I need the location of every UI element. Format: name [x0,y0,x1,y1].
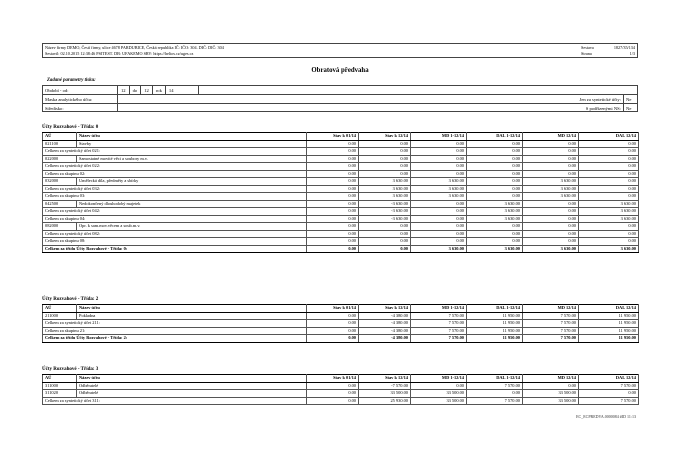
amount-cell: 0.00 [359,230,411,238]
account-name: Pokladna [77,312,307,320]
column-header: DAL 12/14 [579,133,639,141]
amount-cell: 0.00 [307,155,359,163]
amount-cell: 3 630.00 [579,215,639,223]
subtotal-row [43,208,639,216]
amount-cell: 33 500.00 [523,397,579,405]
subtotal-label: Celkem za skupinu 04: [43,215,307,223]
footer-code: EC_ECPREDVA.0000084 #ID 11:13 [576,414,636,419]
amount-cell: 0.00 [411,382,467,390]
obdobi-cell: rok [152,86,165,94]
amount-cell: 0.00 [467,390,523,398]
account-name: Odběratelé [77,382,307,390]
amount-cell: 3 630.00 [467,208,523,216]
amount-cell: 0.00 [523,382,579,390]
table-row [43,155,639,163]
amount-cell: 33 500.00 [359,390,411,398]
amount-cell: 0.00 [359,163,411,171]
amount-cell: 11 950.00 [579,335,639,343]
amount-cell: 0.00 [467,148,523,156]
subtotal-row [43,230,639,238]
amount-cell: 0.00 [411,163,467,171]
amount-cell: 0.00 [523,163,579,171]
amount-cell: 0.00 [411,155,467,163]
account-name: Umělecká díla, předměty a sbírky [77,178,307,186]
table-header-row [43,133,639,141]
amount-cell: 0.00 [411,215,467,223]
amount-cell: 0.00 [411,223,467,231]
amount-cell: 0.00 [307,148,359,156]
amount-cell: 25 930.00 [359,397,411,405]
column-header: AÚ [43,133,77,141]
amount-cell: -4 380.00 [359,335,411,343]
amount-cell: 0.00 [359,223,411,231]
amount-cell: 7 570.00 [523,335,579,343]
account-name: Nedokončený dlouhodobý majetek [77,200,307,208]
column-header: Název účtu [77,375,307,383]
subtotal-row [43,148,639,156]
amount-cell: 0.00 [307,163,359,171]
subtotal-row [43,215,639,223]
obdobi-cell: 14 [165,86,199,94]
amount-cell: 0.00 [307,208,359,216]
amount-cell: 7 570.00 [579,397,639,405]
amount-cell: 3 630.00 [579,245,639,253]
amount-cell: 11 950.00 [467,335,523,343]
amount-cell: 0.00 [307,185,359,193]
account-code: 311020 [43,390,77,398]
amount-cell: 7 570.00 [523,327,579,335]
accounts-table [42,304,639,343]
obdobi-cell: 12 [140,86,152,94]
table-row [43,382,639,390]
amount-cell: -4 380.00 [359,320,411,328]
subtotal-label: Celkem za skupinu 02: [43,170,307,178]
table-row [43,312,639,320]
account-name: Samostatné movité věci a soubory m.v. [77,155,307,163]
amount-cell: 33 500.00 [411,390,467,398]
amount-cell: 3 630.00 [411,193,467,201]
subtotal-row [43,327,639,335]
subtotal-label: Celkem za syntetický účet 082: [43,230,307,238]
amount-cell: 0.00 [579,390,639,398]
param-row-stredisko [42,103,638,112]
table-header-row [43,375,639,383]
amount-cell: 0.00 [359,140,411,148]
amount-cell: 3 630.00 [359,178,411,186]
amount-cell: 3 630.00 [523,245,579,253]
amount-cell: 3 630.00 [579,208,639,216]
account-code: 082000 [43,223,77,231]
column-header: DAL 12/14 [579,305,639,313]
accounts-table [42,132,639,253]
sestava-value: 1827/35/134 [613,45,635,50]
column-header: AÚ [43,375,77,383]
amount-cell: 11 950.00 [579,312,639,320]
amount-cell: 0.00 [307,200,359,208]
amount-cell: 0.00 [523,208,579,216]
amount-cell: -4 380.00 [359,312,411,320]
subtotal-label: Celkem za třídu Účty Rozvahové - Třída: 0: [43,245,307,253]
subtotal-row [43,163,639,171]
amount-cell: 0.00 [359,238,411,246]
amount-cell: 0.00 [579,185,639,193]
amount-cell: 3 630.00 [411,245,467,253]
header-line-2: Sestavil: 02.10.2015 12:38:46 PSITEST. DB: UFAKEMO SRV: https://helios.cz/uges.cz [45,50,194,56]
header-line-1: Název firmy DEMO, Čestí firmy, ulice 4678 PARDUBICE, Česká republika IČ: IČO: 304. DIČ: DIČ: 304 [45,45,224,50]
amount-cell: 7 570.00 [411,312,467,320]
amount-cell: 0.00 [523,238,579,246]
subtotal-label: Celkem za třídu Účty Rozvahové - Třída: 2: [43,335,307,343]
amount-cell: 0.00 [523,215,579,223]
section-title: Účty Rozvahové - Třída: 3 [42,367,99,372]
amount-cell: 0.00 [467,223,523,231]
accounts-table [42,374,639,405]
jen-synteticke-label: Jen za syntetické účty: [579,97,621,102]
amount-cell: 7 570.00 [411,335,467,343]
amount-cell: 7 570.00 [467,382,523,390]
amount-cell: 7 570.00 [579,382,639,390]
subtotal-label: Celkem za skupinu 21: [43,327,307,335]
amount-cell: 0.00 [579,170,639,178]
amount-cell: 11 950.00 [467,327,523,335]
column-header: MD 1-12/14 [411,375,467,383]
amount-cell: 0.00 [467,178,523,186]
amount-cell: 0.00 [307,215,359,223]
subtotal-row [43,320,639,328]
amount-cell: 0.00 [467,193,523,201]
column-header: AÚ [43,305,77,313]
obdobi-label: Období - od: [45,88,69,93]
column-header: Název účtu [77,305,307,313]
amount-cell: 7 570.00 [523,312,579,320]
obdobi-cells [117,86,199,94]
amount-cell: 3 630.00 [523,178,579,186]
amount-cell: 0.00 [579,238,639,246]
amount-cell: 0.00 [579,178,639,186]
amount-cell: 0.00 [467,238,523,246]
obdobi-cell: do [129,86,141,94]
amount-cell: 0.00 [307,178,359,186]
amount-cell: 3 630.00 [523,193,579,201]
amount-cell: -3 630.00 [359,200,411,208]
amount-cell: 3 630.00 [411,178,467,186]
amount-cell: 0.00 [523,148,579,156]
amount-cell: 0.00 [523,230,579,238]
amount-cell: 0.00 [307,193,359,201]
amount-cell: 7 570.00 [411,320,467,328]
account-code: 021100 [43,140,77,148]
amount-cell: 3 630.00 [467,245,523,253]
amount-cell: 0.00 [411,148,467,156]
subtotal-row [43,238,639,246]
table-row [43,140,639,148]
amount-cell: 0.00 [359,170,411,178]
amount-cell: 0.00 [523,200,579,208]
column-header: MD 12/14 [523,375,579,383]
amount-cell: 0.00 [411,170,467,178]
column-header: Stav k 12/14 [359,133,411,141]
amount-cell: 0.00 [523,170,579,178]
subtotal-row [43,193,639,201]
amount-cell: 0.00 [307,397,359,405]
amount-cell: 3 630.00 [523,185,579,193]
subtotal-label: Celkem za syntetický účet 032: [43,185,307,193]
amount-cell: 0.00 [307,382,359,390]
amount-cell: 0.00 [307,230,359,238]
amount-cell: -3 630.00 [359,208,411,216]
amount-cell: 33 500.00 [523,390,579,398]
column-header: Stav k 01/14 [307,305,359,313]
strana-label: Strana [581,50,592,56]
amount-cell: 0.00 [411,200,467,208]
amount-cell: -7 570.00 [359,382,411,390]
amount-cell: 0.00 [411,230,467,238]
amount-cell: 33 500.00 [411,397,467,405]
subtotal-label: Celkem za syntetický účet 311: [43,397,307,405]
podrizenym-label: S podřízenými NS: [585,106,621,111]
amount-cell: 0.00 [307,238,359,246]
amount-cell: 0.00 [523,223,579,231]
column-header: MD 12/14 [523,133,579,141]
section-title: Účty Rozvahové - Třída: 2 [42,297,99,302]
amount-cell: 11 950.00 [467,312,523,320]
amount-cell: 11 950.00 [579,320,639,328]
account-name: Stavby [77,140,307,148]
amount-cell: 0.00 [579,163,639,171]
params-heading: Zadané parametry tisku: [47,78,96,83]
amount-cell: 0.00 [579,155,639,163]
column-header: DAL 1-12/14 [467,305,523,313]
table-row [43,178,639,186]
amount-cell: 11 950.00 [579,327,639,335]
table-header-row [43,305,639,313]
maska-label: Maska analytického účtu: [45,97,93,102]
subtotal-row [43,397,639,405]
account-code: 311000 [43,382,77,390]
amount-cell: 0.00 [579,140,639,148]
amount-cell: 0.00 [467,155,523,163]
subtotal-row [43,185,639,193]
jen-synteticke-value: Ne [623,95,637,103]
column-header: MD 1-12/14 [411,133,467,141]
account-code: 211000 [43,312,77,320]
section-title: Účty Rozvahové - Třída: 0 [42,125,99,130]
account-code: 022000 [43,155,77,163]
amount-cell: 3 630.00 [467,215,523,223]
strana-value: 1/3 [629,50,635,56]
amount-cell: 0.00 [307,170,359,178]
amount-cell: 7 570.00 [523,320,579,328]
sestava-label: Sestava [581,45,594,50]
table-row [43,223,639,231]
amount-cell: 0.00 [411,208,467,216]
subtotal-label: Celkem za syntetický účet 211: [43,320,307,328]
column-header: DAL 1-12/14 [467,133,523,141]
amount-cell: 0.00 [523,140,579,148]
amount-cell: 11 950.00 [467,320,523,328]
amount-cell: 0.00 [467,185,523,193]
amount-cell: 0.00 [307,335,359,343]
subtotal-label: Celkem za syntetický účet 042: [43,208,307,216]
amount-cell: 0.00 [359,245,411,253]
column-header: Název účtu [77,133,307,141]
header-report-meta [581,45,635,56]
amount-cell: 0.00 [467,170,523,178]
account-name: Opr. k sam.mov.věcem a soub.m.v. [77,223,307,231]
column-header: MD 1-12/14 [411,305,467,313]
amount-cell: 0.00 [359,155,411,163]
amount-cell: 3 630.00 [579,200,639,208]
account-name: Odběratelé [77,390,307,398]
amount-cell: 0.00 [467,140,523,148]
amount-cell: 0.00 [411,238,467,246]
subtotal-label: Celkem za syntetický účet 021: [43,148,307,156]
amount-cell: 0.00 [359,148,411,156]
amount-cell: 3 630.00 [467,200,523,208]
amount-cell: 0.00 [467,230,523,238]
amount-cell: 0.00 [307,140,359,148]
amount-cell: 0.00 [579,223,639,231]
account-code: 032000 [43,178,77,186]
amount-cell: 7 570.00 [467,397,523,405]
stredisko-label: Středisko: [45,106,64,111]
amount-cell: 0.00 [579,230,639,238]
column-header: Stav k 01/14 [307,133,359,141]
amount-cell: 0.00 [411,140,467,148]
column-header: MD 12/14 [523,305,579,313]
amount-cell: 0.00 [307,223,359,231]
amount-cell: 0.00 [523,155,579,163]
params-box [42,85,638,112]
column-header: Stav k 12/14 [359,305,411,313]
amount-cell: 0.00 [579,193,639,201]
table-row [43,200,639,208]
amount-cell: 3 630.00 [411,185,467,193]
class-total-row [43,335,639,343]
podrizenym-value: Ne [623,104,637,112]
param-row-obdobi [42,85,638,94]
class-total-row [43,245,639,253]
header-company-info [45,45,224,56]
amount-cell: -4 380.00 [359,327,411,335]
subtotal-label: Celkem za skupinu 03: [43,193,307,201]
page-title: Obratová předvaha [311,67,369,74]
param-row-maska [42,94,638,103]
amount-cell: 0.00 [307,245,359,253]
subtotal-label: Celkem za syntetický účet 022: [43,163,307,171]
amount-cell: 0.00 [307,312,359,320]
amount-cell: 0.00 [579,148,639,156]
amount-cell: 3 630.00 [359,185,411,193]
amount-cell: -3 630.00 [359,215,411,223]
obdobi-cell: 12 [117,86,129,94]
subtotal-row [43,170,639,178]
subtotal-label: Celkem za skupinu 08: [43,238,307,246]
column-header: Stav k 01/14 [307,375,359,383]
column-header: DAL 1-12/14 [467,375,523,383]
amount-cell: 0.00 [467,163,523,171]
column-header: DAL 12/14 [579,375,639,383]
amount-cell: 7 570.00 [411,327,467,335]
amount-cell: 0.00 [307,390,359,398]
column-header: Stav k 12/14 [359,375,411,383]
amount-cell: 3 630.00 [359,193,411,201]
account-code: 042500 [43,200,77,208]
table-row [43,390,639,398]
amount-cell: 0.00 [307,320,359,328]
amount-cell: 0.00 [307,327,359,335]
report-header [42,43,638,58]
